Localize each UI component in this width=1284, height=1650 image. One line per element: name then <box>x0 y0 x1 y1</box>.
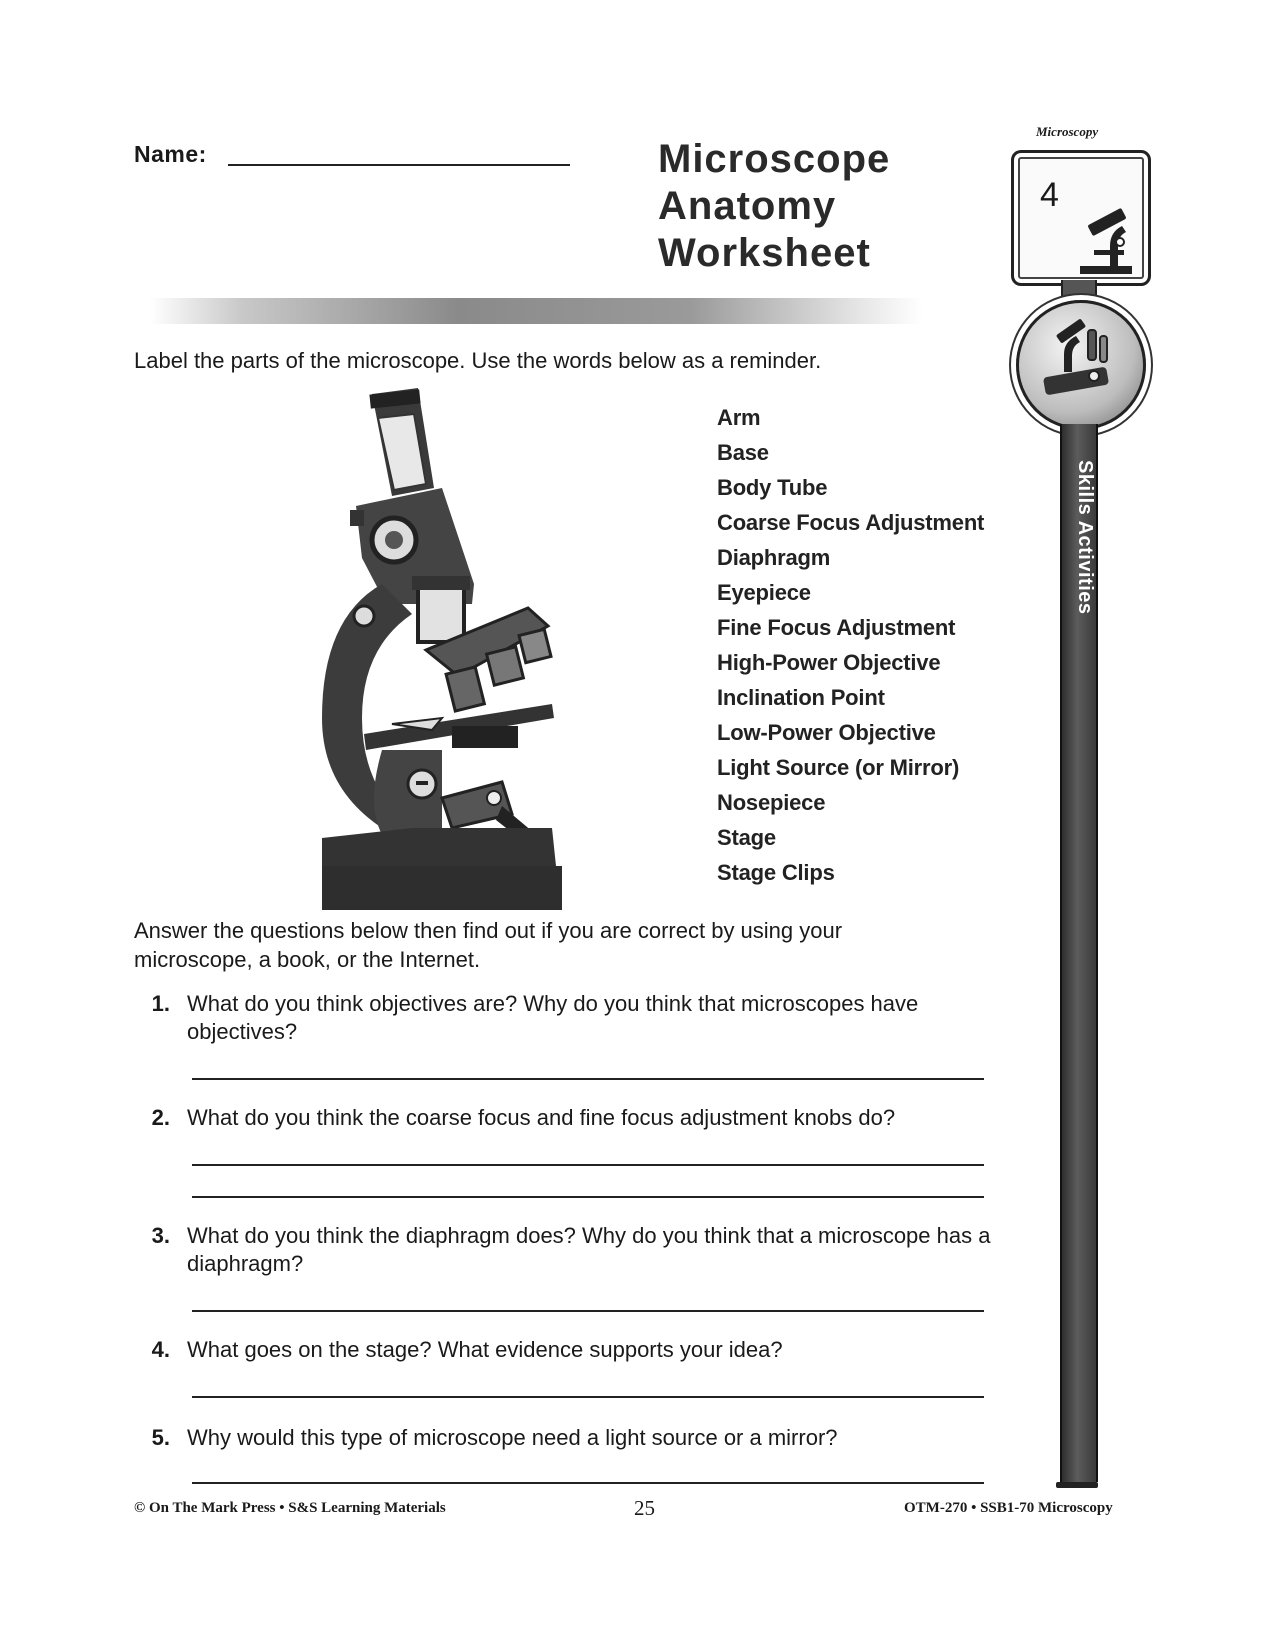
answer-line[interactable] <box>192 1078 984 1080</box>
word-bank-item: Diaphragm <box>717 545 831 570</box>
microscope-diagram <box>322 388 588 910</box>
name-label: Name: <box>134 141 207 167</box>
microscope-icon <box>1070 202 1142 276</box>
question-number: 5. <box>151 1425 170 1450</box>
question-text: What do you think the coarse focus and fine focus adjustment knobs do? <box>187 1105 896 1130</box>
word-bank <box>717 400 984 890</box>
answer-line[interactable] <box>192 1310 984 1312</box>
title-line-3: Worksheet <box>658 231 871 275</box>
question-number: 3. <box>151 1223 170 1248</box>
header-divider-bar <box>150 298 922 324</box>
name-answer-line[interactable] <box>228 164 570 166</box>
category-label: Microscopy <box>1036 124 1099 139</box>
title-line-1: Microscope <box>658 137 891 181</box>
word-bank-item: Eyepiece <box>717 580 811 605</box>
word-bank-item: Light Source (or Mirror) <box>717 755 960 780</box>
answer-line[interactable] <box>192 1396 984 1398</box>
page-number: 25 <box>634 1496 655 1520</box>
question-text: Why would this type of microscope need a light source or a mirror? <box>187 1425 838 1450</box>
worksheet-title <box>658 136 890 277</box>
question-text: What goes on the stage? What evidence supports your idea? <box>187 1337 783 1362</box>
word-bank-item: Body Tube <box>717 475 828 500</box>
footer-catalog: OTM-270 • SSB1-70 Microscopy <box>904 1500 1113 1516</box>
sidebar-label: Skills Activities <box>1074 460 1096 615</box>
word-bank-item: Coarse Focus Adjustment <box>717 510 985 535</box>
answer-instructions: Answer the questions below then find out if you are correct by using your microscope, a book, or the Internet. <box>134 918 843 972</box>
activity-number: 4 <box>1040 176 1059 214</box>
question-number: 4. <box>151 1337 170 1362</box>
word-bank-item: High-Power Objective <box>717 650 941 675</box>
footer-copyright: © On The Mark Press • S&S Learning Materials <box>134 1500 446 1516</box>
word-bank-item: Base <box>717 440 769 465</box>
word-bank-item: Inclination Point <box>717 685 885 710</box>
question-text: What do you think the diaphragm does? Why do you think that a microscope has a diaphragm? <box>187 1223 991 1276</box>
title-line-2: Anatomy <box>658 184 837 228</box>
word-bank-item: Stage <box>717 825 776 850</box>
question-number: 2. <box>151 1105 170 1130</box>
lab-equipment-icon <box>1030 314 1126 410</box>
word-bank-item: Low-Power Objective <box>717 720 936 745</box>
question-number: 1. <box>151 991 170 1016</box>
answer-line[interactable] <box>192 1196 984 1198</box>
word-bank-item: Nosepiece <box>717 790 826 815</box>
label-instructions: Label the parts of the microscope. Use the words below as a reminder. <box>134 348 822 373</box>
word-bank-item: Stage Clips <box>717 860 835 885</box>
question-text: What do you think objectives are? Why do you think that microscopes have objectives? <box>187 991 919 1044</box>
word-bank-item: Fine Focus Adjustment <box>717 615 956 640</box>
answer-line[interactable] <box>192 1482 984 1484</box>
answer-line[interactable] <box>192 1164 984 1166</box>
word-bank-item: Arm <box>717 405 761 430</box>
sidebar-end-cap <box>1056 1482 1098 1488</box>
